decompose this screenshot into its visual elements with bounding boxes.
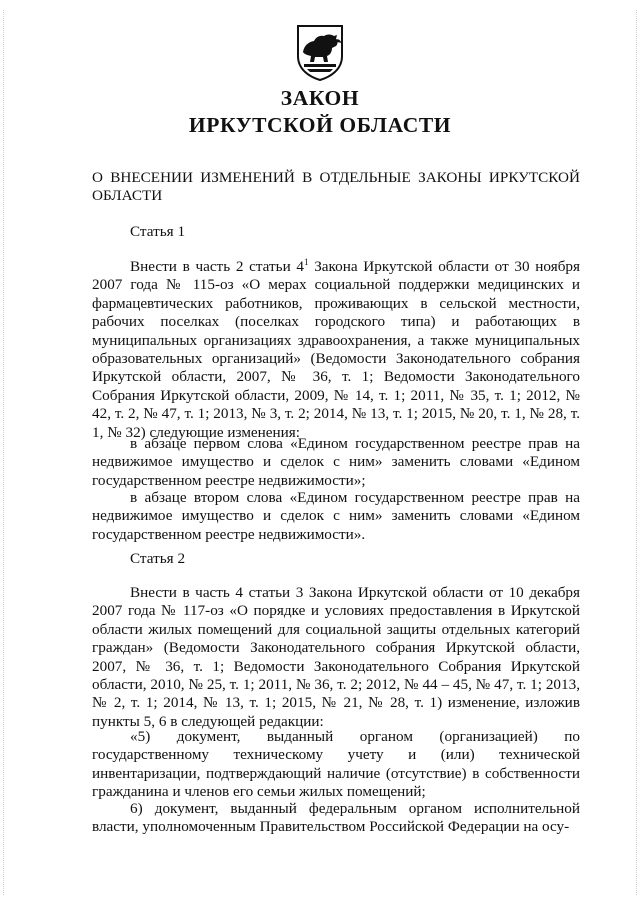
article-2-heading: Статья 2 [130,550,186,567]
scan-edge-right [636,10,637,895]
article-1-intro [92,258,580,442]
irkutsk-coat-of-arms-icon [294,22,346,82]
article-1-intro-text-end: Закона Иркутской области от 30 ноября 2007 года № 115-оз «О мерах социальной поддержки медицинских и фармацевтических работников, проживающих в сельской местности, рабочих поселках (поселках городского типа) и работающих в муниципальных организациях здравоохранения, а также муниципальных образовательных организаций» (Ведомости Законодательного собрания Иркутской области, 2007, № 36, т. 1; Ведомости Законодательного Собрания Иркутской области, 2009, № 14, т. 1; 2011, № 35, т. 1; 2012, № 42, т. 2, № 47, т. 1; 2013, № 3, т. 2; 2014, № 13, т. 1; 2015, № 20, т. 1, № 28, т. 1, № 32) следующие изменения: [92,258,580,441]
article-2-item-6: 6) документ, выданный федеральным органом исполнительной власти, уполномоченным Правительством Российской Федерации на осу- [92,800,580,836]
region-title: ИРКУТСКОЙ ОБЛАСТИ [188,113,452,137]
article-2-intro: Внести в часть 4 статьи 3 Закона Иркутской области от 10 декабря 2007 года № 117-оз «О порядке и условиях предоставления в Иркутской области жилых помещений для социальной защиты отдельных категорий граждан» (Ведомости Законодательного собрания Иркутской области, 2007, № 36, т. 1; Ведомости Законодательного Собрания Иркутской области, 2010, № 25, т. 1; 2011, № 36, т. 2; 2012, № 44 – 45, № 47, т. 1; 2013, № 2, т. 1; 2014, № 13, т. 1; 2015, № 21, № 28, т. 1) изменение, изложив пункты 5, 6 в следующей редакции: [92,584,580,730]
article-1-heading: Статья 1 [130,223,186,240]
article-2-item-5: «5) документ, выданный органом (организацией) по государственному техническому учету и (или) технической инвентаризации, подтверждающий наличие (отсутствие) в собственности гражданина и членов его семьи жилых помещений; [92,728,580,801]
article-1-change-1: в абзаце первом слова «Едином государственном реестре прав на недвижимое имущество и сделок с ним» заменить словами «Едином государственном реестре недвижимости»; [92,435,580,489]
law-title: ЗАКОН [280,86,360,110]
article-1-change-2: в абзаце втором слова «Едином государственном реестре прав на недвижимое имущество и сделок с ним» заменить словами «Едином государственном реестре недвижимости». [92,489,580,543]
scan-edge-left [3,10,4,895]
article-1-intro-text-start: Внести в часть 2 статьи 4 [130,258,304,275]
article-1-intro-superscript: 1 [304,256,309,267]
law-subject: О ВНЕСЕНИИ ИЗМЕНЕНИЙ В ОТДЕЛЬНЫЕ ЗАКОНЫ ИРКУТСКОЙ ОБЛАСТИ [92,169,580,205]
